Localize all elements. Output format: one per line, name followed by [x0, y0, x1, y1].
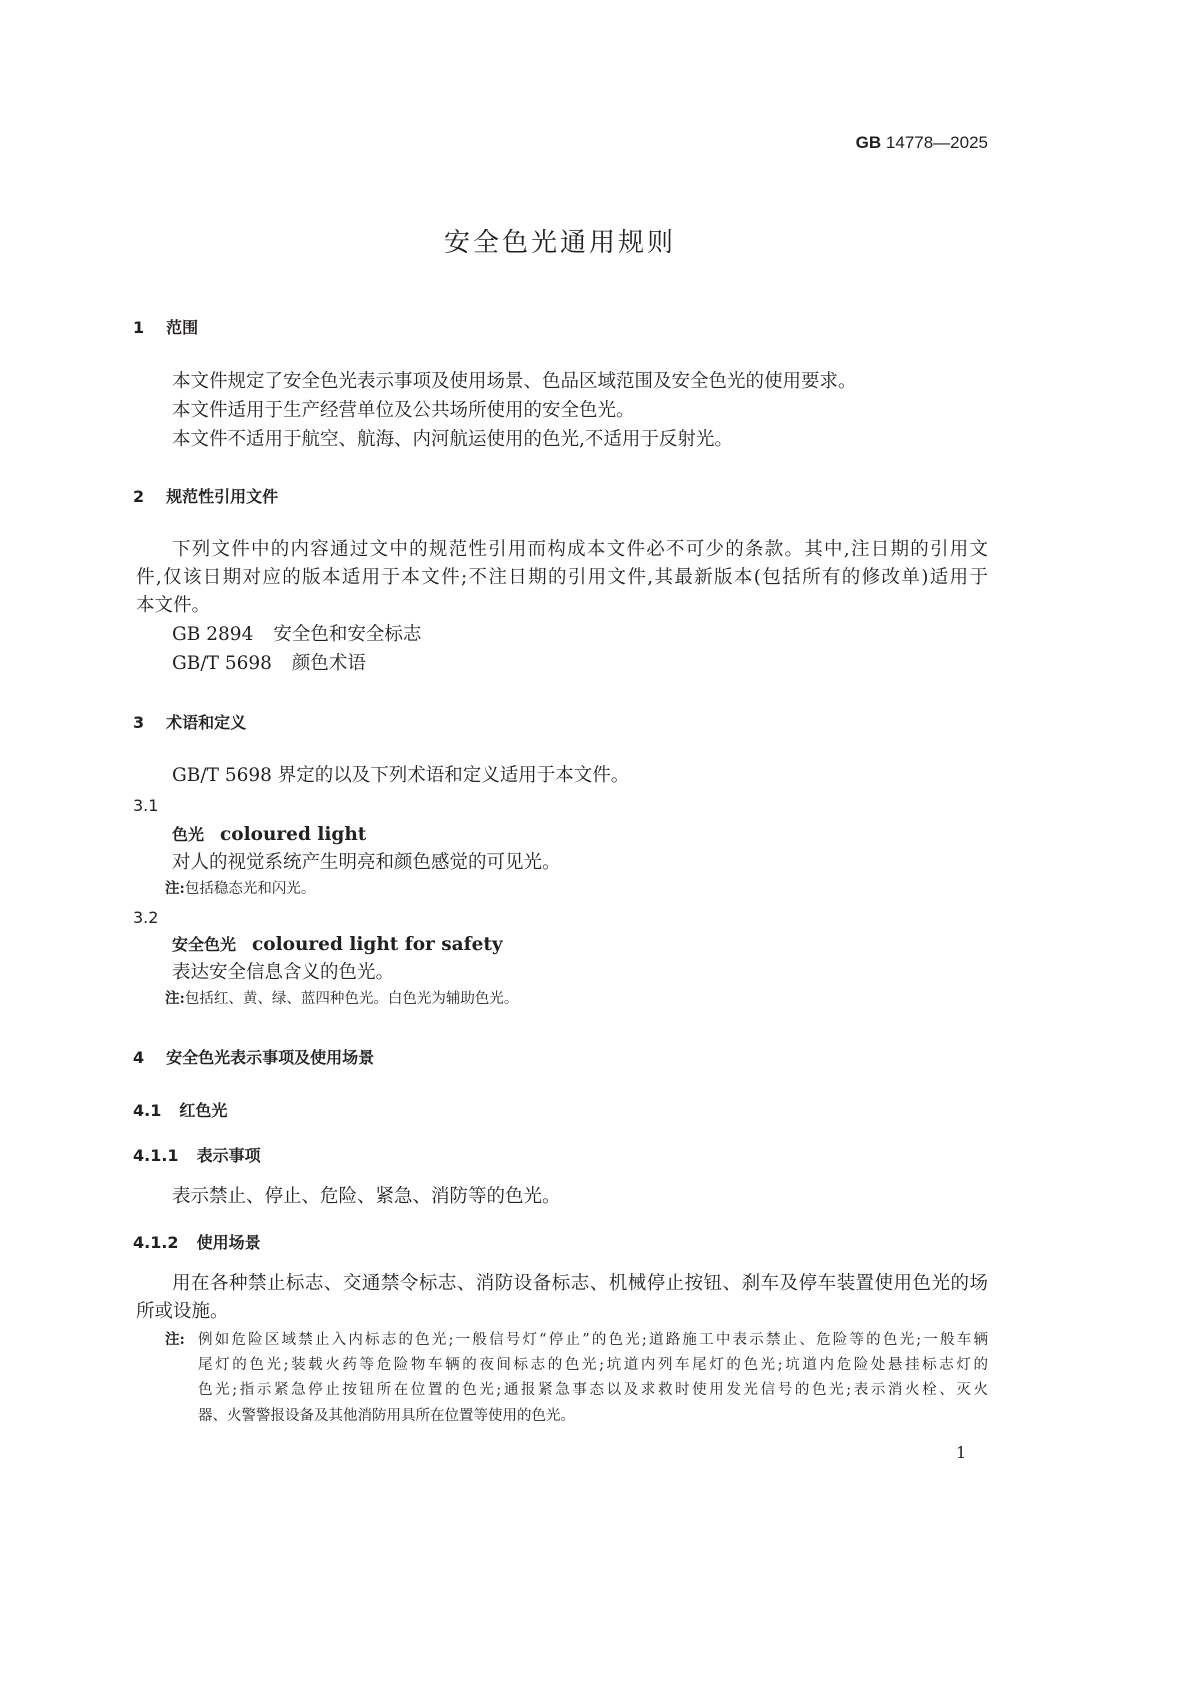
term-note	[165, 992, 518, 1007]
note-line: 尾灯的色光;装载火药等危险物车辆的夜间标志的色光;坑道内列车尾灯的色光;坑道内危险处悬挂标志灯的	[198, 1357, 988, 1373]
reference-item	[172, 655, 366, 674]
note-label: 注:	[165, 990, 185, 1007]
reference-item	[172, 626, 421, 645]
term-definition: 表达安全信息含义的色光。	[172, 962, 395, 983]
section-1-heading	[133, 320, 198, 336]
section-title: 范围	[166, 318, 199, 337]
note-line: 器、火警警报设备及其他消防用具所在位置等使用的色光。	[198, 1408, 575, 1424]
paragraph: 本文件适用于生产经营单位及公共场所使用的安全色光。	[172, 400, 635, 421]
subsection-heading	[133, 1103, 227, 1119]
code-prefix: GB	[855, 133, 882, 152]
term-number: 3.1	[133, 796, 159, 815]
section-title: 使用场景	[196, 1233, 261, 1252]
term-note	[165, 882, 315, 897]
page-number: 1	[956, 1443, 967, 1462]
note-text: 包括红、黄、绿、蓝四种色光。白色光为辅助色光。	[184, 991, 519, 1007]
document-code	[856, 134, 988, 151]
reference-name: 安全色和安全标志	[273, 624, 422, 645]
section-2-heading	[133, 489, 278, 505]
paragraph-line: 下列文件中的内容通过文中的规范性引用而构成本文件必不可少的条款。其中,注日期的引用文	[172, 539, 988, 560]
note-line: 例如危险区域禁止入内标志的色光;一般信号灯“停止”的色光;道路施工中表示禁止、危险等的色光;一般车辆	[198, 1332, 988, 1348]
code-number: 14778—2025	[885, 133, 988, 152]
section-3-heading	[133, 715, 246, 731]
section-number: 2	[133, 487, 145, 506]
section-title: 术语和定义	[166, 713, 247, 732]
section-number: 4.1.1	[133, 1146, 179, 1165]
section-number: 3	[133, 713, 145, 732]
paragraph: 表示禁止、停止、危险、紧急、消防等的色光。	[172, 1186, 561, 1207]
section-number: 4.1	[133, 1101, 162, 1120]
section-title: 表示事项	[196, 1146, 261, 1165]
term-title	[172, 826, 366, 845]
section-title: 红色光	[179, 1101, 228, 1120]
term-title	[172, 936, 503, 955]
section-title: 规范性引用文件	[166, 487, 279, 506]
note-text: 包括稳态光和闪光。	[184, 881, 316, 897]
section-number: 4	[133, 1048, 145, 1067]
term-definition: 对人的视觉系统产生明亮和颜色感觉的可见光。	[172, 852, 561, 873]
paragraph-line: 件,仅该日期对应的版本适用于本文件;不注日期的引用文件,其最新版本(包括所有的修改单)适用于	[136, 567, 988, 588]
subsection-heading	[133, 1148, 261, 1164]
reference-name: 颜色术语	[291, 653, 366, 674]
paragraph-line: 所或设施。	[136, 1301, 229, 1322]
term-zh: 安全色光	[172, 935, 237, 954]
note-label: 注:	[165, 1331, 185, 1348]
term-en: coloured light	[220, 824, 367, 845]
section-number: 4.1.2	[133, 1233, 179, 1252]
term-zh: 色光	[172, 825, 205, 844]
paragraph: 本文件规定了安全色光表示事项及使用场景、色品区域范围及安全色光的使用要求。	[172, 371, 857, 392]
reference-code: GB/T 5698	[172, 653, 272, 674]
note-line: 色光;指示紧急停止按钮所在位置的色光;通报紧急事态以及求救时使用发光信号的色光;表示消火栓、灭火	[198, 1382, 988, 1398]
note-label: 注:	[165, 880, 185, 897]
paragraph: 本文件不适用于航空、航海、内河航运使用的色光,不适用于反射光。	[172, 429, 733, 450]
paragraph: GB/T 5698 界定的以及下列术语和定义适用于本文件。	[172, 765, 630, 786]
paragraph-line: 用在各种禁止标志、交通禁令标志、消防设备标志、机械停止按钮、刹车及停车装置使用色光的场	[172, 1273, 988, 1294]
section-number: 1	[133, 318, 145, 337]
page-title: 安全色光通用规则	[443, 228, 676, 258]
term-number: 3.2	[133, 908, 159, 927]
subsection-heading	[133, 1235, 261, 1251]
section-title: 安全色光表示事项及使用场景	[166, 1048, 375, 1067]
term-en: coloured light for safety	[252, 934, 503, 955]
reference-code: GB 2894	[172, 624, 254, 645]
paragraph-line: 本文件。	[136, 595, 211, 616]
section-4-heading	[133, 1050, 374, 1066]
